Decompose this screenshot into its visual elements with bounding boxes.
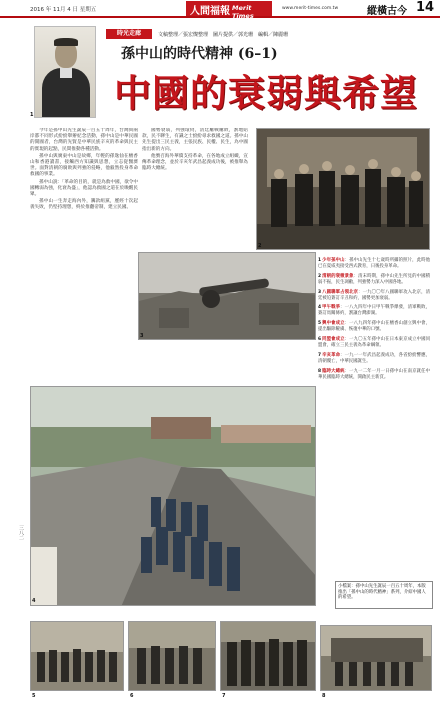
article-column-1 <box>30 128 138 258</box>
caption-item: 2清朝的衰微景象：清末時期，孫中山先生所見的中國積弱不振，民生凋敝，列強勢力深入中國各地。 <box>318 273 430 285</box>
photo-number: 7 <box>222 693 226 699</box>
article-paragraph: 孫中山說：「革命的目的，就是為救中國，欲令中國轉弱為強，化衰為盛」，他認為救國之道在於喚醒民眾。 <box>30 179 138 198</box>
photo-captions <box>318 258 430 385</box>
headline: 中國的衰弱與希望 <box>114 71 418 115</box>
photo-number: 3 <box>140 333 144 339</box>
bottom-photo-officials <box>220 621 316 691</box>
marching-troops-photo <box>30 386 316 606</box>
caption-item: 5興中會成立：一八九四年孫中山在檀香山創立興中會，提出驅除韃虜、恢復中華的口號。 <box>318 321 430 333</box>
column-tag: 時光走廊 <box>106 29 152 39</box>
caption-item: 3八國聯軍占領北京：一九〇〇年八國聯軍攻入北京，清廷被迫簽訂辛丑和約，國勢更加衰弱。 <box>318 289 430 301</box>
photo-number: 4 <box>32 598 36 604</box>
article-column-2 <box>142 128 248 248</box>
info-box: 小檔案：孫中山先生誕辰一百五十周年，本版推出「孫中山的時代精神」系列，介紹中國人的希望。 <box>335 581 433 609</box>
bottom-photo-crowd <box>30 621 124 691</box>
subtitle: 孫中山的時代精神 (6–1) <box>121 46 278 62</box>
page-header <box>0 0 440 18</box>
caption-item: 8臨時大總統：一九一二年一月一日孫中山在南京就任中華民國臨時大總統，開啟民主新頁。 <box>318 368 430 380</box>
photo-number: 8 <box>322 693 326 699</box>
bottom-photo-building <box>320 625 432 691</box>
logo-chinese: 人間福報 <box>190 6 230 17</box>
photo-number: 2 <box>258 243 262 249</box>
section-name: 縱橫古今 <box>367 6 407 17</box>
issue-date: 2016 年 11月 4 日 星期五 <box>30 7 97 13</box>
caption-item: 6同盟會成立：一九〇五年孫中山在日本東京成立中國同盟會，確立三民主義為革命綱領。 <box>318 337 430 348</box>
logo-english: Merit Times <box>232 4 254 20</box>
group-portrait-photo <box>256 128 430 250</box>
photo-number: 6 <box>130 693 134 699</box>
newspaper-logo <box>186 1 272 20</box>
side-vertical-label: 三八二 <box>18 525 24 540</box>
photo-number: 1 <box>30 112 34 118</box>
article-paragraph: 孫中山一生奔走海內外，籌款組黨，歷經十次起義失敗，仍堅持理想，終於推翻帝制，建立民國。 <box>30 199 138 211</box>
photo-number: 5 <box>32 693 36 699</box>
article-paragraph: 今年是孫中山先生誕辰一百五十周年，台灣與兩岸都不同形式紛紛舉辦紀念活動，孫中山是中華民國的開國者，台灣的先賢是中華民族辛亥的革命與民主的實現的起點，民間推動各種活動。 <box>30 128 138 152</box>
caption-item: 4甲午戰爭：一八九四年中日甲午戰爭爆發，清軍戰敗，簽訂馬關條約，割讓台灣澎湖。 <box>318 305 430 317</box>
article-paragraph: 他號召海外華僑支持革命，在各地成立組織，宣傳革命理念，並於辛亥年武昌起義成功後，被推舉為臨時大總統。 <box>142 153 248 172</box>
cannon-ruins-photo <box>138 252 316 340</box>
website-url: www.merit-times.com.tw <box>282 6 339 11</box>
caption-item: 1少年孫中山：孫中山先生十七歲時所攝的照片，此時他已在夏威夷接受西式教育，日後投身革命。 <box>318 258 430 269</box>
byline: 文稿整理／張宏燦整理 圖片提供／郭光珊 編輯／陳麗珊 <box>158 32 289 38</box>
portrait-photo <box>34 26 96 118</box>
bottom-photo-group <box>128 621 216 691</box>
caption-item: 7辛亥革命：一九一一年武昌起義成功，各省紛紛響應，清朝覆亡，中華民國誕生。 <box>318 352 430 364</box>
article-paragraph: 國勢衰弱，列強環伺，清廷屢戰屢敗，割地賠款，民不聊生，有識之士紛紛尋求救國之道。孫中山先生提出三民主義，主張民族、民權、民生，為中國指出新的方向。 <box>142 128 248 152</box>
article-paragraph: 孫中山與廣東中山是故鄉，年輕的孫逸仙在檀香山和香港讀書，接觸西方知識與思想，立志從醫濟世。面對清朝的腐敗與列強的侵略，他毅然投身革命救國的事業。 <box>30 153 138 178</box>
page-number: 14 <box>416 0 435 15</box>
